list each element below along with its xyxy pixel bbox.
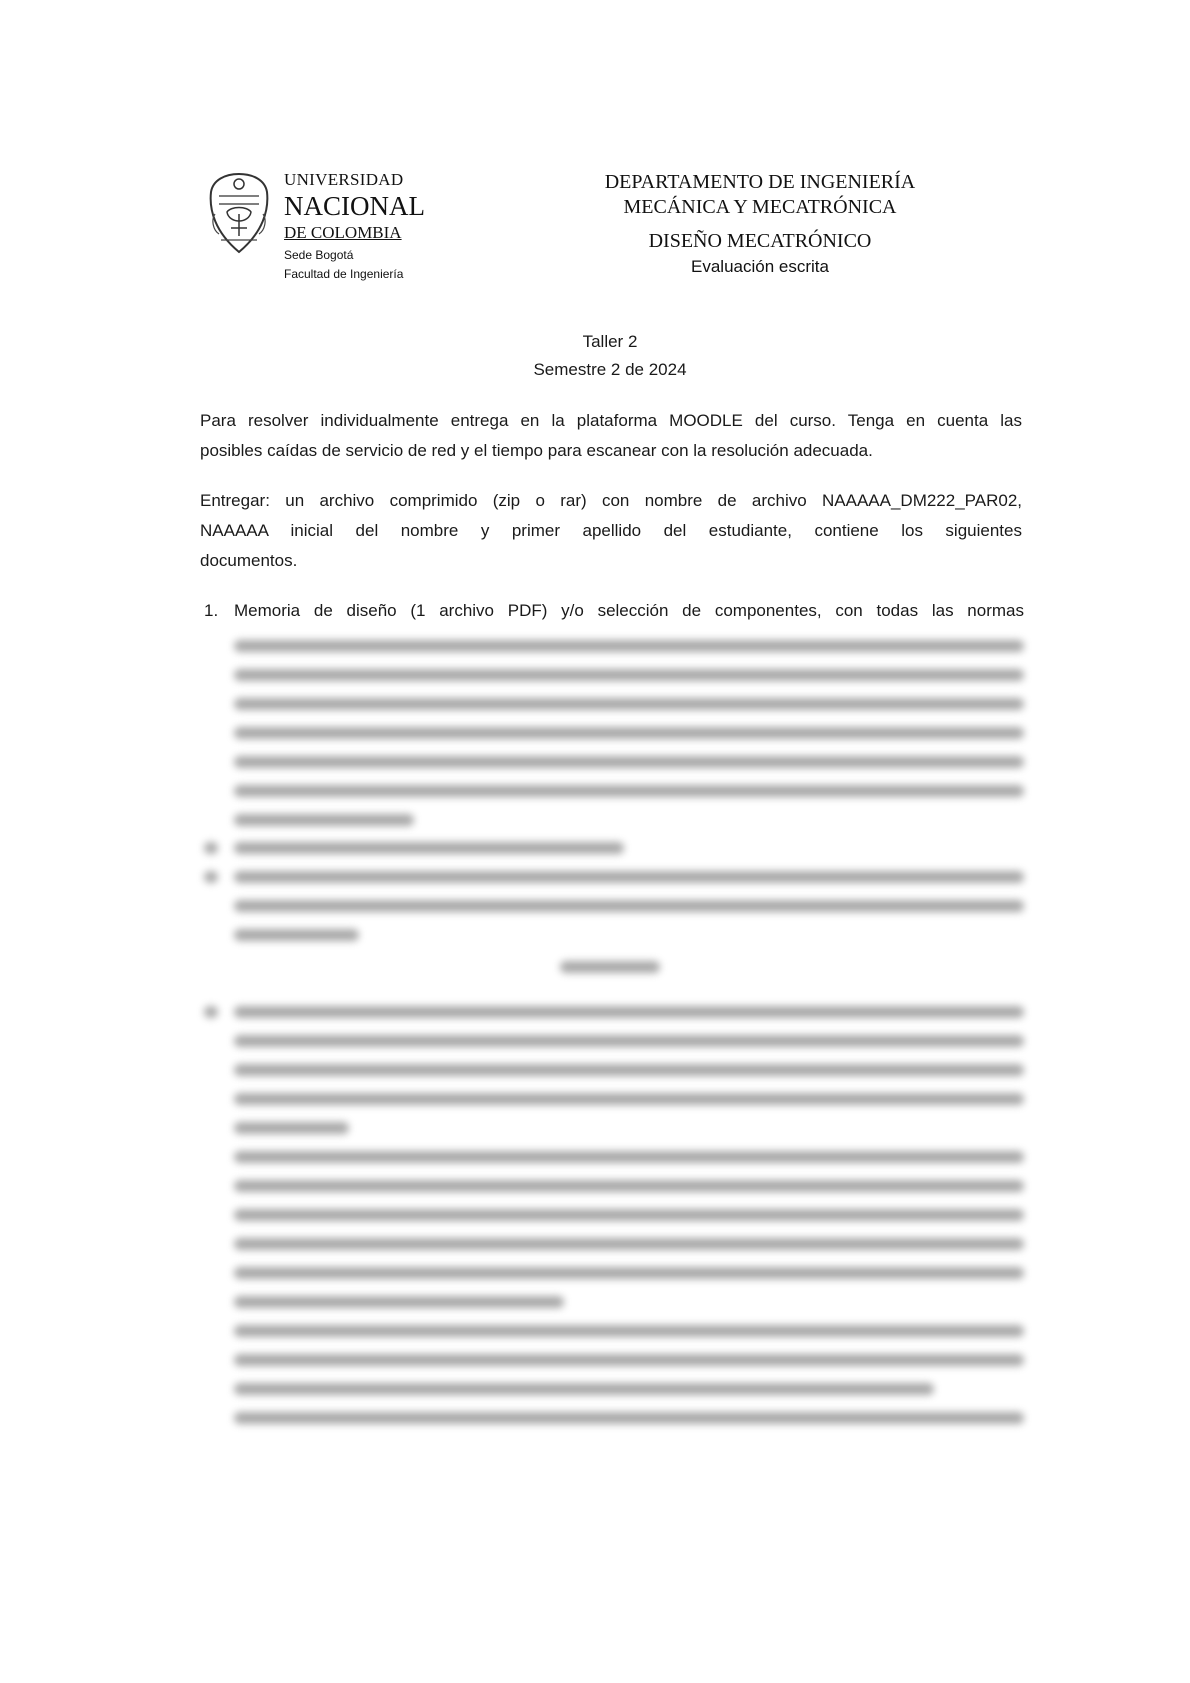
intro-line: Para resolver individualmente entrega en la plataforma MOODLE del curso. Tenga en cuenta las <box>200 411 1022 430</box>
blurred-line <box>234 1325 1024 1337</box>
blurred-line <box>234 1093 1024 1105</box>
university-crest-icon <box>205 170 273 256</box>
deliver-paragraph <box>200 486 1022 576</box>
university-name-line2: NACIONAL <box>284 191 425 221</box>
deliver-line: NAAAAA inicial del nombre y primer apellido del estudiante, contiene los siguientes <box>200 521 1022 540</box>
blurred-line <box>234 1354 1024 1366</box>
university-block <box>284 170 425 284</box>
university-name-line3: DE COLOMBIA <box>284 223 402 242</box>
blurred-line <box>234 727 1024 739</box>
blurred-line <box>234 1122 349 1134</box>
list-item-text: Memoria de diseño (1 archivo PDF) y/o selección de componentes, con todas las normas <box>234 601 1024 620</box>
semester-label: Semestre 2 de 2024 <box>533 360 687 379</box>
deliver-line: Entregar: un archivo comprimido (zip o rar) con nombre de archivo NAAAAA_DM222_PAR02, <box>200 491 1022 510</box>
blurred-line <box>234 1151 1024 1163</box>
blurred-line <box>560 961 660 973</box>
course-title: DISEÑO MECATRÓNICO <box>648 230 872 252</box>
blurred-line <box>234 1180 1024 1192</box>
department-line1: DEPARTAMENTO DE INGENIERÍA <box>604 171 916 193</box>
blurred-line <box>234 929 359 941</box>
campus-label: Sede Bogotá <box>284 248 354 262</box>
blurred-line <box>234 1296 564 1308</box>
blurred-line <box>234 1412 1024 1424</box>
intro-line: posibles caídas de servicio de red y el tiempo para escanear con la resolución adecuada. <box>200 441 873 460</box>
blurred-line <box>234 669 1024 681</box>
blurred-line <box>234 842 624 854</box>
blurred-line <box>204 1006 218 1018</box>
blurred-line <box>234 1267 1024 1279</box>
department-block <box>560 170 960 279</box>
blurred-line <box>234 1064 1024 1076</box>
list-item-number: 1. <box>204 601 219 620</box>
workshop-title: Taller 2 <box>582 332 638 351</box>
blurred-line <box>234 698 1024 710</box>
blurred-line <box>234 640 1024 652</box>
faculty-label: Facultad de Ingeniería <box>284 267 404 281</box>
blurred-line <box>204 842 218 854</box>
deliver-line: documentos. <box>200 551 298 570</box>
blurred-line <box>234 756 1024 768</box>
blurred-line <box>234 900 1024 912</box>
department-line2: MECÁNICA Y MECATRÓNICA <box>623 196 897 218</box>
intro-paragraph <box>200 406 1022 466</box>
university-name-line1: UNIVERSIDAD <box>284 170 404 189</box>
blurred-line <box>234 814 414 826</box>
blurred-line <box>234 1006 1024 1018</box>
blurred-line <box>234 1383 934 1395</box>
blurred-line <box>234 1035 1024 1047</box>
evaluation-label: Evaluación escrita <box>691 257 829 276</box>
blurred-line <box>234 1238 1024 1250</box>
blurred-line <box>234 871 1024 883</box>
blurred-line <box>234 1209 1024 1221</box>
blurred-line <box>204 871 218 883</box>
blurred-line <box>234 785 1024 797</box>
